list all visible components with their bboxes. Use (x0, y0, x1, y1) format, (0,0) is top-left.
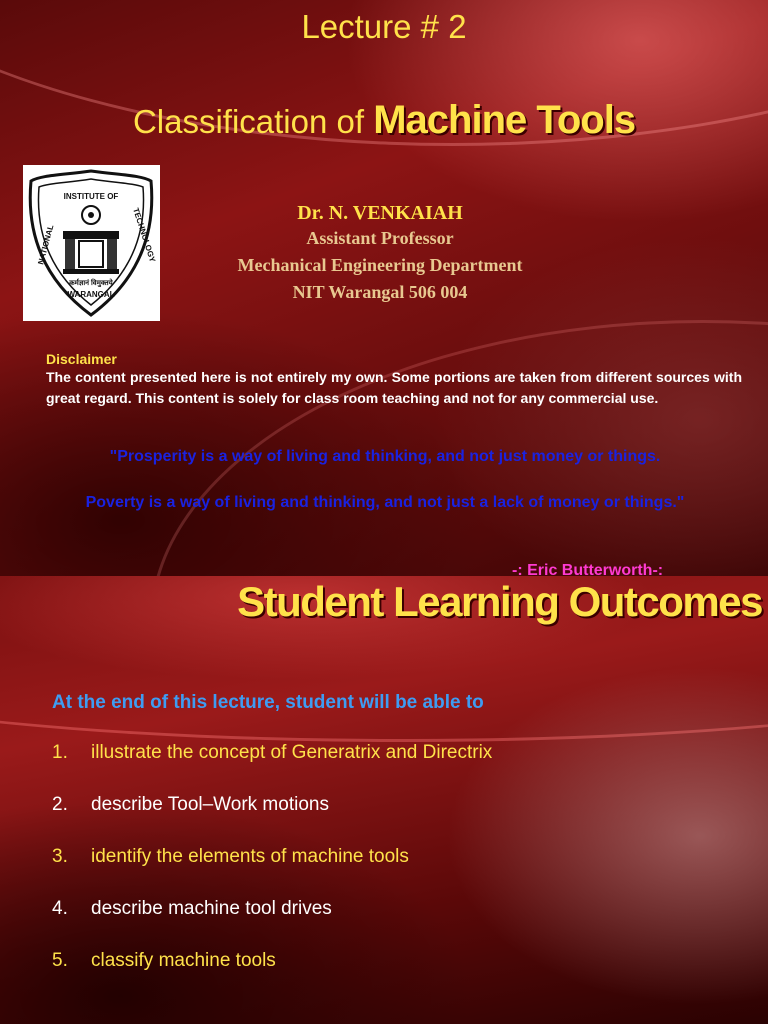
title-plain: Classification of (132, 103, 365, 140)
svg-text:INSTITUTE OF: INSTITUTE OF (63, 192, 119, 201)
list-item (52, 742, 492, 794)
svg-text:कर्मज्ञानं विमुक्तये: कर्मज्ञानं विमुक्तये (69, 280, 113, 287)
outcome-text: identify the elements of machine tools (91, 846, 409, 867)
svg-text:NATIONAL: NATIONAL (36, 223, 56, 266)
outcome-text: describe Tool–Work motions (91, 794, 329, 815)
nit-warangal-emblem-icon (23, 165, 160, 321)
outcome-number: 3. (52, 846, 68, 867)
svg-text:TECHNOLOGY: TECHNOLOGY (131, 206, 158, 264)
author-name: Dr. N. VENKAIAH (297, 202, 463, 224)
quote-prosperity: "Prosperity is a way of living and thinking, and not just money or things. (109, 448, 661, 465)
outcome-text: describe machine tool drives (91, 898, 332, 919)
outcome-number: 2. (52, 794, 68, 815)
outcome-text: classify machine tools (91, 950, 276, 971)
author-department: Mechanical Engineering Department (237, 255, 523, 275)
outcome-number: 4. (52, 898, 68, 919)
outcome-text: illustrate the concept of Generatrix and Directrix (91, 742, 493, 763)
slide-title-heading (0, 98, 768, 143)
svg-text:WARANGAL: WARANGAL (67, 290, 115, 299)
outcome-number: 5. (52, 950, 68, 971)
quote-poverty: Poverty is a way of living and thinking, and not just a lack of money or things." (85, 494, 685, 511)
disclaimer (46, 351, 742, 409)
list-item (52, 846, 492, 898)
disclaimer-heading: Disclaimer (46, 351, 117, 367)
list-item (52, 950, 492, 1002)
title-bold: Machine Tools (373, 98, 636, 142)
outcome-number: 1. (52, 742, 68, 763)
lecture-number: Lecture # 2 (301, 8, 467, 45)
disclaimer-text: The content presented here is not entirely my own. Some portions are taken from different sources with great regard. This content is solely for class room teaching and not for any commercial use. (46, 369, 742, 406)
outcomes-list (52, 742, 492, 1002)
author-institute: NIT Warangal 506 004 (292, 282, 468, 302)
author-block (190, 202, 570, 306)
outcomes-intro: At the end of this lecture, student will be able to (52, 692, 484, 713)
author-designation: Assistant Professor (306, 228, 454, 248)
institute-logo (23, 165, 160, 321)
slide-learning-outcomes (0, 576, 768, 1024)
list-item (52, 898, 492, 950)
list-item (52, 794, 492, 846)
outcomes-heading: Student Learning Outcomes (237, 578, 762, 625)
quote-attribution: -: Eric Butterworth-: (512, 562, 664, 576)
